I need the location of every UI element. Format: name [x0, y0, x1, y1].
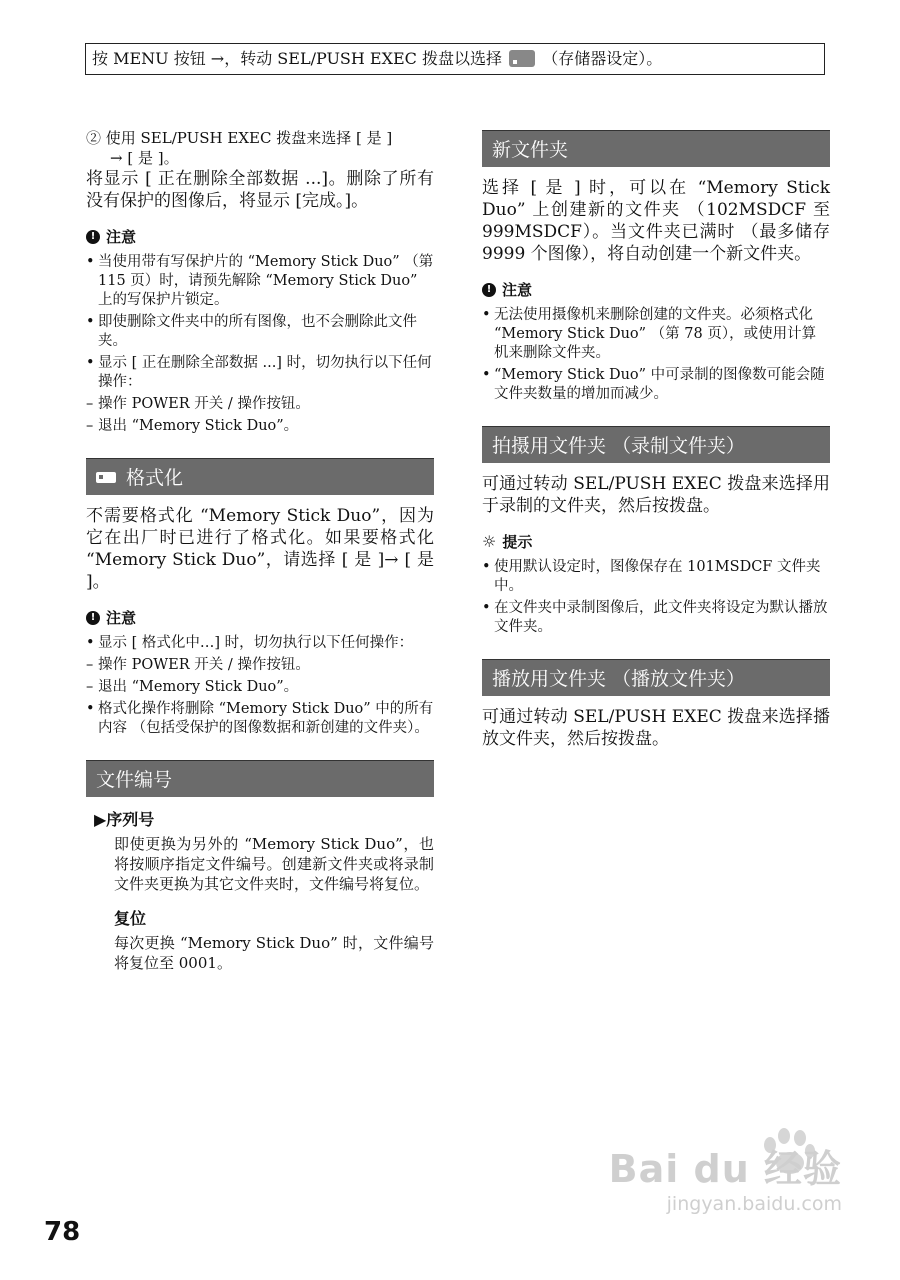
- note-title: 注意: [106, 609, 137, 627]
- list-item-dash: – 操作 POWER 开关 / 操作按钮。: [86, 656, 434, 675]
- tip-list: [482, 558, 830, 637]
- note-title: 注意: [106, 228, 137, 246]
- serial-heading: ▶序列号: [94, 810, 155, 829]
- note-list-1: [86, 253, 434, 436]
- section-bar-format: [86, 458, 434, 495]
- right-column: [482, 128, 830, 750]
- note-list-2: [86, 634, 434, 738]
- page-number: 78: [44, 1217, 81, 1247]
- list-item: • 显示 [ 正在删除全部数据 ...] 时，切勿执行以下任何操作：: [86, 354, 434, 392]
- step-2-line-1: ② 使用 SEL/PUSH EXEC 拨盘来选择 [ 是 ]: [86, 129, 393, 147]
- note-title: 注意: [502, 281, 533, 299]
- section-title: 拍摄用文件夹 （录制文件夹）: [492, 435, 746, 457]
- section-title: 新文件夹: [492, 139, 569, 161]
- watermark: [609, 1138, 842, 1215]
- watermark-brand: Bai du 经验: [608, 1147, 842, 1191]
- section-title: 格式化: [126, 467, 184, 489]
- section-bar-rec-folder: [482, 426, 830, 463]
- section-title: 播放用文件夹 （播放文件夹）: [492, 668, 746, 690]
- tip-heading: [482, 531, 830, 552]
- lightbulb-icon: ☼: [482, 532, 497, 551]
- memory-stick-icon: [96, 472, 116, 483]
- list-item: • 无法使用摄像机来删除创建的文件夹。必须格式化 “Memory Stick Duo” （第 78 页），或使用计算机来删除文件夹。: [482, 306, 830, 363]
- caution-icon: !: [482, 283, 496, 297]
- section-bar-file-number: [86, 760, 434, 797]
- instruction-box: [85, 43, 825, 75]
- list-item: • 格式化操作将删除 “Memory Stick Duo” 中的所有内容 （包括受保护的图像数据和新创建的文件夹）。: [86, 700, 434, 738]
- list-item: • 在文件夹中录制图像后，此文件夹将设定为默认播放文件夹。: [482, 599, 830, 637]
- section-bar-new-folder: [482, 130, 830, 167]
- tip-title: 提示: [502, 533, 533, 551]
- section-title: 文件编号: [96, 769, 173, 791]
- caution-icon: !: [86, 230, 100, 244]
- left-column: [86, 128, 434, 973]
- list-item: • “Memory Stick Duo” 中可录制的图像数可能会随文件夹数量的增加而减少。: [482, 366, 830, 404]
- watermark-url: jingyan.baidu.com: [666, 1193, 842, 1215]
- note-heading-3: [482, 279, 830, 300]
- note-heading-2: [86, 607, 434, 628]
- format-paragraph: 不需要格式化 “Memory Stick Duo”，因为它在出厂时已进行了格式化。如果要格式化 “Memory Stick Duo”，请选择 [ 是 ]→ [ 是 ]。: [86, 506, 434, 592]
- instruction-text-pre: 按 MENU 按钮 →，转动 SEL/PUSH EXEC 拨盘以选择: [92, 49, 503, 68]
- rec-folder-paragraph: 可通过转动 SEL/PUSH EXEC 拨盘来选择用于录制的文件夹，然后按拨盘。: [482, 474, 830, 516]
- reset-heading: 复位: [114, 909, 147, 928]
- note-heading-1: [86, 226, 434, 247]
- section-bar-play-folder: [482, 659, 830, 696]
- delete-paragraph: 将显示 [ 正在删除全部数据 ...]。删除了所有没有保护的图像后，将显示 [完成。]。: [86, 169, 434, 211]
- list-item-dash: – 操作 POWER 开关 / 操作按钮。: [86, 395, 434, 414]
- memory-settings-icon: [509, 50, 535, 67]
- list-item: • 即使删除文件夹中的所有图像，也不会删除此文件夹。: [86, 313, 434, 351]
- list-item: • 显示 [ 格式化中…] 时，切勿执行以下任何操作：: [86, 634, 434, 653]
- note-list-3: [482, 306, 830, 404]
- instruction-text-post: （存储器设定）。: [542, 49, 663, 68]
- caution-icon: !: [86, 611, 100, 625]
- serial-paragraph: 即使更换为另外的 “Memory Stick Duo”，也将按顺序指定文件编号。创建新文件夹或将录制文件夹更换为其它文件夹时，文件编号将复位。: [114, 835, 434, 893]
- reset-paragraph: 每次更换 “Memory Stick Duo” 时，文件编号将复位至 0001。: [114, 934, 434, 972]
- play-folder-paragraph: 可通过转动 SEL/PUSH EXEC 拨盘来选择播放文件夹，然后按拨盘。: [482, 707, 830, 749]
- new-folder-paragraph: 选择 [ 是 ] 时，可以在 “Memory Stick Duo” 上创建新的文件夹 （102MSDCF 至 999MSDCF）。当文件夹已满时 （最多储存 9999 个图像），将自动创建一个新文件夹。: [482, 178, 830, 264]
- list-item: • 当使用带有写保护片的 “Memory Stick Duo” （第 115 页）时，请预先解除 “Memory Stick Duo” 上的写保护片锁定。: [86, 253, 434, 310]
- list-item: • 使用默认设定时，图像保存在 101MSDCF 文件夹中。: [482, 558, 830, 596]
- list-item-dash: – 退出 “Memory Stick Duo”。: [86, 678, 434, 697]
- step-2-line-2: → [ 是 ]。: [110, 149, 179, 167]
- list-item-dash: – 退出 “Memory Stick Duo”。: [86, 417, 434, 436]
